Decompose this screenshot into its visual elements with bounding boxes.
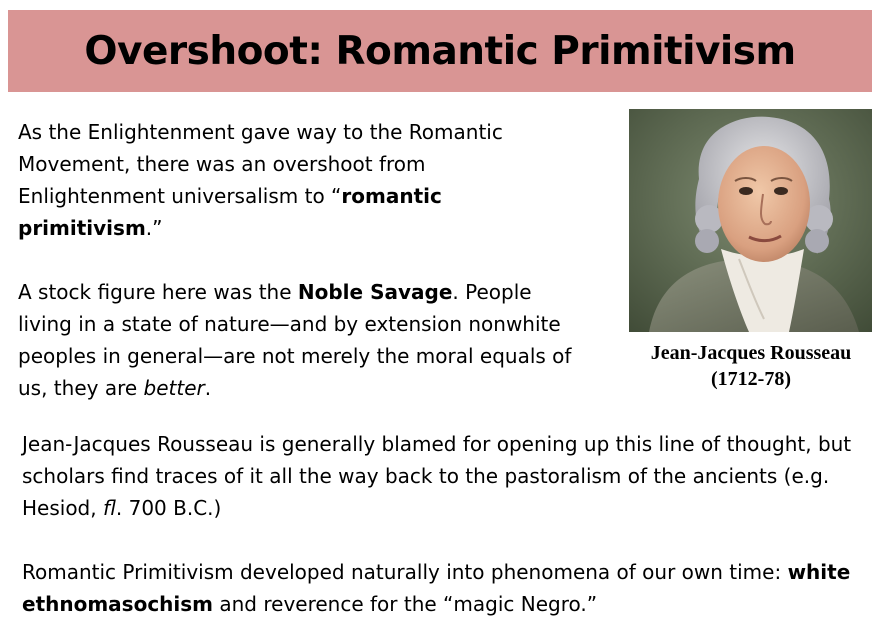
portrait-caption [620, 340, 882, 392]
emphasis-fl: fl [102, 496, 116, 520]
para2-text-b: . People living in a state of nature—and by extension nonwhite peoples in general—are not merely the moral equals of us, they are [18, 280, 572, 400]
term-noble-savage: Noble Savage [297, 280, 453, 304]
caption-dates: (1712-78) [711, 368, 791, 390]
term-romantic-primitivism: romantic primitivism [18, 184, 442, 240]
term-white-ethnomasochism: white ethnomasochism [22, 560, 851, 616]
para1-text-b: .” [145, 216, 163, 240]
paragraph-developments [22, 556, 872, 620]
rousseau-portrait [629, 109, 872, 332]
slide-title: Overshoot: Romantic Primitivism [84, 28, 796, 74]
para2-text-a: A stock figure here was the [18, 280, 298, 304]
para3-text-b: . 700 B.C.) [115, 496, 222, 520]
para3-text-a: Jean-Jacques Rousseau is generally blamed for opening up this line of thought, but scholars find traces of it all the way back to the pastoralism of the ancients (e.g. Hesiod, [22, 432, 852, 520]
paragraph-enlightenment [18, 116, 578, 244]
caption-name: Jean-Jacques Rousseau [650, 342, 852, 364]
para2-text-c: . [204, 376, 212, 400]
title-banner [8, 10, 872, 92]
emphasis-better: better [143, 376, 205, 400]
paragraph-noble-savage [18, 276, 588, 404]
paragraph-rousseau [22, 428, 872, 524]
para4-text-b: and reverence for the “magic Negro.” [213, 592, 598, 616]
para1-text-a: As the Enlightenment gave way to the Romantic Movement, there was an overshoot from Enlightenment universalism to “ [18, 120, 503, 208]
para4-text-a: Romantic Primitivism developed naturally into phenomena of our own time: [22, 560, 788, 584]
